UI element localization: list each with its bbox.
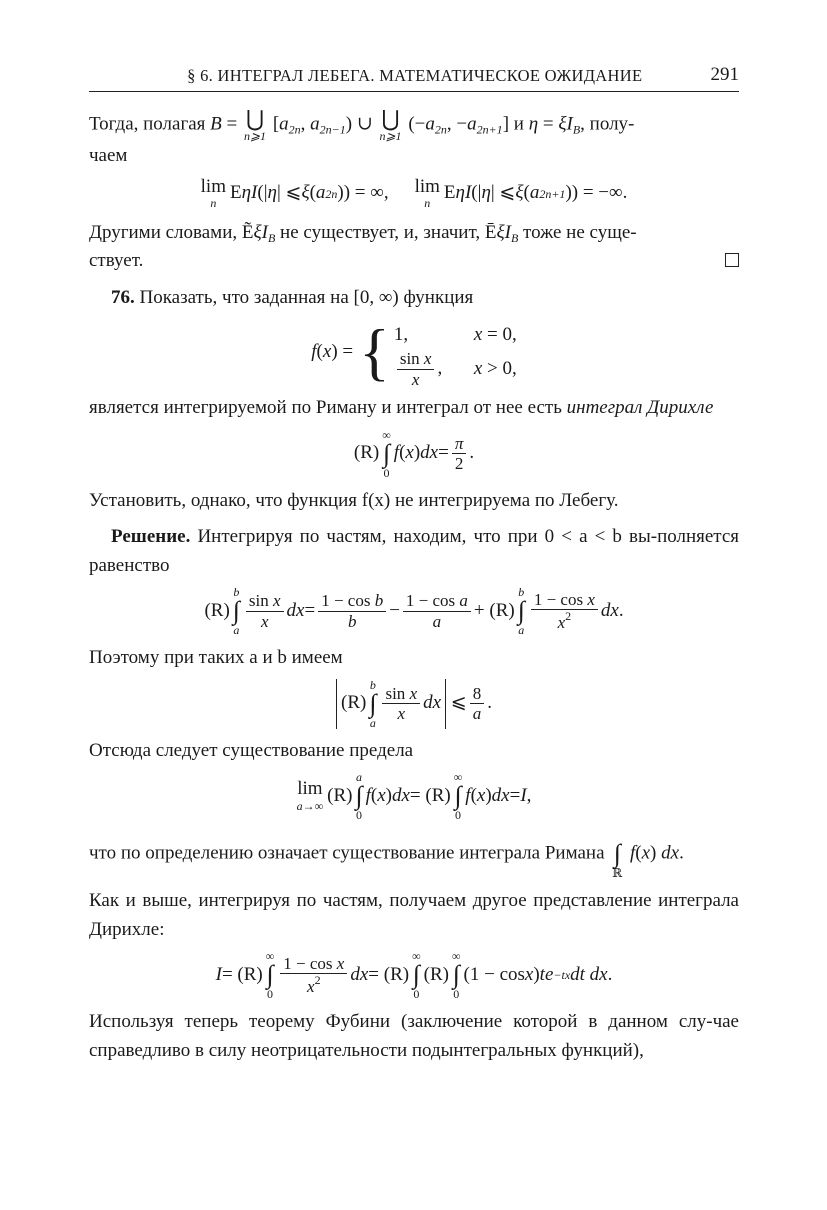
header-title: § 6. ИНТЕГРАЛ ЛЕБЕГА. МАТЕМАТИЧЕСКОЕ ОЖИДАНИЕ <box>187 66 643 86</box>
paragraph-8: Как и выше, интегрируя по частям, получаем другое представление интеграла Дирихле: <box>89 890 739 940</box>
equation-function-def: f ( x ) = { 1, x = 0, $\frac{\text{sin x}}{x}$ , x > 0, <box>311 316 517 389</box>
qed-square-icon <box>725 253 739 267</box>
equation-dirichlet: (R) ∞ ∫ 0 f ( x ) dx = $\frac{\pi}{2}$ . <box>353 427 475 480</box>
equation-limit-integral: lim a→∞ (R) a ∫ 0 f ( x ) dx = (R) ∞ ∫ 0 f ( x ) dx = I , <box>296 770 532 823</box>
paragraph-7: что по определению означает существование интеграла Римана ∫ ℝ f(x) dx. <box>89 839 684 881</box>
paragraph-9: Используя теперь теорему Фубини (заключение которой в данном слу-чае справедливо в силу неотрицательности подынтегральных функций), <box>89 1011 739 1061</box>
running-header <box>89 55 739 92</box>
solution: Решение. Интегрируя по частям, находим, что при 0 < a < b вы-полняется равенство <box>89 526 740 576</box>
page <box>89 55 739 1065</box>
paragraph-5: Поэтому при таких a и b имеем <box>89 647 343 669</box>
paragraph-4: Установить, однако, что функция f(x) не интегрируема по Лебегу. <box>89 489 619 511</box>
paragraph-2: Другими словами, ẼξI$_B$ не существует, и, значит, ĒξI$_B$ тоже не суще- ствует. <box>89 219 739 276</box>
problem-76: 76. Показать, что заданная на [0, ∞) функция <box>111 286 474 308</box>
paragraph-3: является интегрируемой по Риману и интеграл от нее есть интеграл Дирихле <box>89 397 714 419</box>
equation-bound: (R) b ∫ a $\frac{\text{sin x}}{x}$ dx ⩽ $\frac{8}{a}$ . <box>89 679 739 729</box>
paragraph-1: Тогда, полагая B = ⋃ n⩾1 [$a_{2n}$, $a_{2n-1}$) ∪ ⋃ n⩾1 ($-a_{2n}$, $-a_{2n+1}$] и $\eta = \xi I_B$, полу- чаем <box>89 106 635 166</box>
equation-dirichlet-alt: I = (R) ∞ ∫ 0 $\frac{\text{1 − cos x}}{x^2}$ dx = (R) ∞ ∫ 0 (R) ∞ ∫ 0 (1 − cos x ) te −tx dt dx . <box>215 949 613 1002</box>
page-number: 291 <box>710 63 739 85</box>
equation-limits: lim n E ηI (| η | ⩽ ξ ( a 2n )) = ∞, lim n E ηI (| η | ⩽ ξ ( a 2n+1 )) = −∞. <box>200 175 628 211</box>
equation-parts: (R) b ∫ a $\frac{\text{sin x}}{x}$ dx = $\frac{\text{1 − cos b}}{b}$ − $\frac{\text{1 − cos a}}{a}$ + (R) b ∫ a $\frac{\text{1 − cos x}}{x^2}$ dx . <box>204 585 624 638</box>
paragraph-6: Отсюда следует существование предела <box>89 739 414 761</box>
